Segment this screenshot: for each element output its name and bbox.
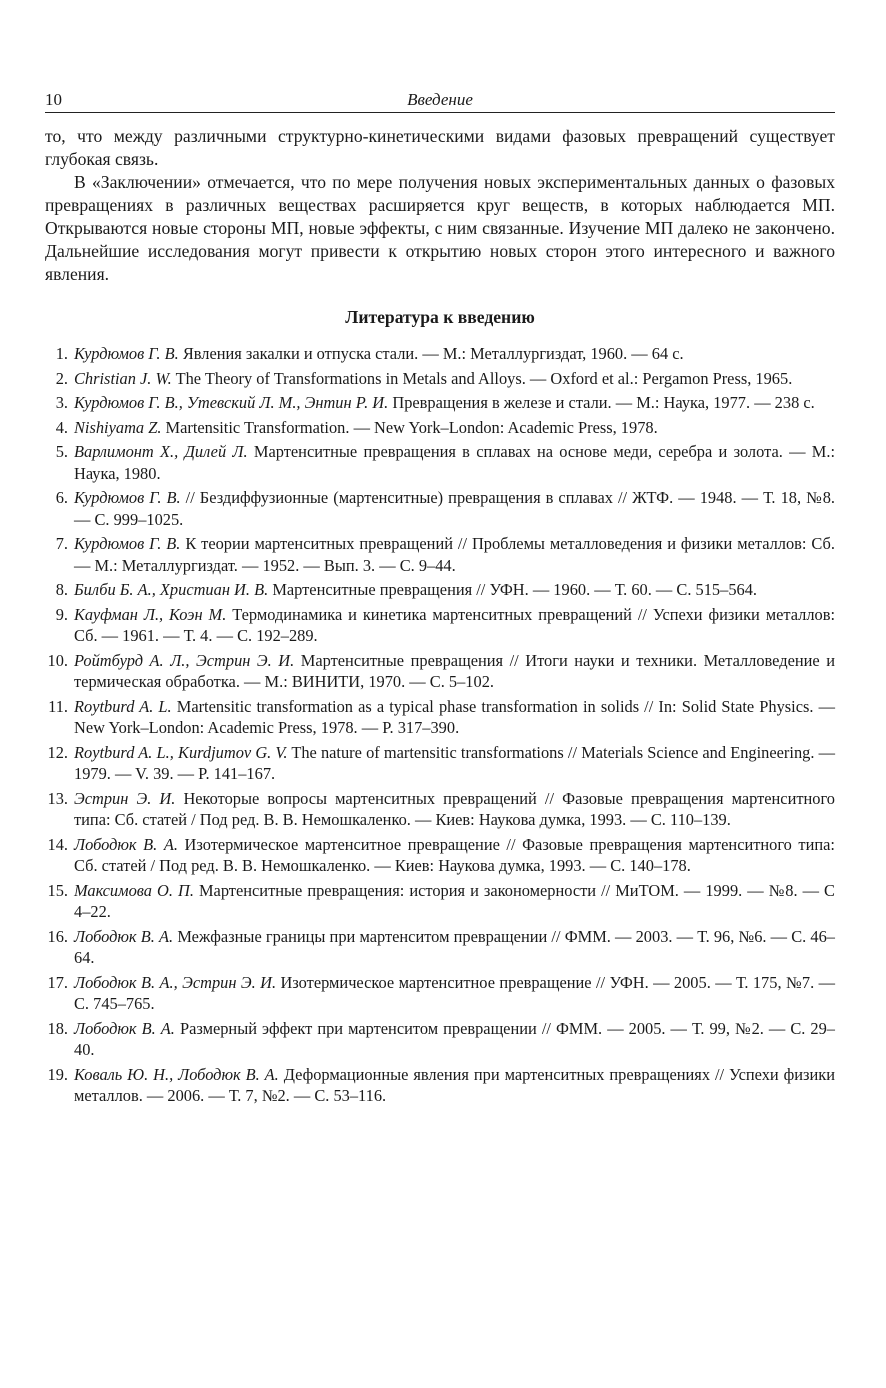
reference-authors: Максимова О. П. (74, 880, 194, 900)
reference-text: The Theory of Transformations in Metals and Alloys. — Oxford et al.: Pergamon Press, 1965. (175, 368, 793, 388)
reference-item (45, 1018, 835, 1061)
reference-item (45, 788, 835, 831)
reference-authors: Лободюк В. А., Эстрин Э. И. (74, 972, 277, 992)
reference-item (45, 441, 835, 484)
reference-number: 16. (47, 926, 68, 946)
reference-text: К теории мартенситных превращений // Проблемы металловедения и физики металлов: Сб. — М.: Металлургиздат. — 1952. — Вып. 3. — С. 9–44. (74, 534, 835, 575)
reference-text: Martensitic Transformation. — New York–London: Academic Press, 1978. (165, 417, 658, 437)
reference-item (45, 880, 835, 923)
reference-authors: Roytburd A. L., Kurdjumov G. V. (74, 742, 288, 762)
reference-authors: Лободюк В. А. (74, 1018, 175, 1038)
reference-text: Изотермическое мартенситное превращение // Фазовые превращения мартенситного типа: Сб. статей / Под ред. В. В. Немошкаленко. — Киев: Наукова думка, 1993. — С. 140–178. (74, 834, 835, 875)
reference-authors: Christian J. W. (74, 368, 172, 388)
reference-number: 19. (47, 1064, 68, 1084)
reference-authors: Варлимонт Х., Дилей Л. (74, 442, 248, 461)
reference-text: Превращения в железе и стали. — М.: Наука, 1977. — 238 с. (392, 393, 815, 412)
reference-text: Мартенситные превращения // УФН. — 1960. — Т. 60. — С. 515–564. (272, 580, 758, 599)
reference-authors: Кауфман Л., Коэн М. (74, 604, 227, 624)
running-title: Введение (407, 90, 473, 109)
reference-number: 8. (55, 580, 68, 599)
reference-item (45, 487, 835, 530)
reference-number: 7. (55, 534, 68, 553)
book-page (45, 88, 835, 1110)
reference-number: 12. (47, 742, 68, 762)
reference-number: 13. (47, 788, 68, 808)
reference-item (45, 926, 835, 969)
reference-item (45, 604, 835, 647)
reference-list (45, 343, 835, 1107)
reference-item (45, 742, 835, 785)
reference-text: Некоторые вопросы мартенситных превращений // Фазовые превращения мартенситного типа: Сб. статей / Под ред. В. В. Немошкаленко. — Киев: Наукова думка, 1993. — С. 110–139. (74, 788, 835, 829)
reference-authors: Лободюк В. А. (74, 834, 178, 854)
page-header (45, 88, 835, 113)
reference-text: Martensitic transformation as a typical phase transformation in solids // In: Solid State Physics. — New York–London: Academic Press, 1978. — P. 317–390. (74, 696, 835, 737)
reference-number: 11. (48, 696, 68, 716)
reference-text: The nature of martensitic transformations // Materials Science and Engineering. — 1979. — V. 39. — P. 141–167. (74, 742, 835, 783)
section-title: Литература к введению (345, 307, 535, 327)
reference-number: 1. (55, 344, 68, 363)
reference-text: Явления закалки и отпуска стали. — М.: Металлургиздат, 1960. — 64 с. (182, 344, 684, 363)
reference-number: 18. (47, 1018, 68, 1038)
reference-number: 14. (47, 834, 68, 854)
reference-number: 6. (55, 488, 68, 507)
reference-authors: Лободюк В. А. (74, 926, 174, 946)
intro-text (45, 125, 835, 286)
reference-authors: Курдюмов Г. В. (74, 344, 179, 363)
intro-paragraph: то, что между различными структурно-кинетическими видами фазовых превращений существует глубокая связь. (45, 126, 835, 169)
reference-item (45, 834, 835, 877)
reference-number: 3. (55, 393, 68, 412)
page-number: 10 (45, 90, 62, 109)
reference-item (45, 392, 835, 414)
reference-text: Деформационные явления при мартенситных превращениях // Успехи физики металлов. — 2006. — Т. 7, №2. — С. 53–116. (74, 1064, 835, 1105)
reference-item (45, 696, 835, 739)
reference-item (45, 972, 835, 1015)
reference-authors: Курдюмов Г. В., Утевский Л. М., Энтин Р. И. (74, 393, 389, 412)
reference-authors: Коваль Ю. Н., Лободюк В. А. (74, 1064, 279, 1084)
reference-item (45, 533, 835, 576)
reference-item (45, 650, 835, 693)
reference-number: 17. (47, 972, 68, 992)
reference-number: 4. (55, 417, 68, 437)
reference-authors: Эстрин Э. И. (74, 788, 176, 808)
intro-paragraph: В «Заключении» отмечается, что по мере получения новых экспериментальных данных о фазовых превращениях в различных веществах расширяется круг веществ, в которых наблюдается МП. Открываются новые стороны МП, новые эффекты, с ним связанные. Изучение МП далеко не закончено. Дальнейшие исследования могут привести к открытию новых сторон этого интересного и важного явления. (45, 172, 835, 284)
reference-number: 5. (55, 442, 68, 461)
reference-text: // Бездиффузионные (мартенситные) превращения в сплавах // ЖТФ. — 1948. — Т. 18, №8. — С. 999–1025. (74, 488, 835, 529)
reference-authors: Курдюмов Г. В. (74, 488, 181, 507)
reference-item (45, 368, 835, 390)
reference-authors: Курдюмов Г. В. (74, 534, 181, 553)
reference-text: Мартенситные превращения // Итоги науки и техники. Металловедение и термическая обработка. — М.: ВИНИТИ, 1970. — С. 5–102. (74, 650, 835, 691)
reference-number: 2. (55, 368, 68, 388)
reference-text: Мартенситные превращения в сплавах на основе меди, серебра и золота. — М.: Наука, 1980. (74, 442, 835, 483)
reference-item (45, 1064, 835, 1107)
reference-number: 10. (47, 650, 68, 670)
reference-text: Межфазные границы при мартенситом превращении // ФММ. — 2003. — Т. 96, №6. — С. 46–64. (74, 926, 835, 967)
reference-item (45, 343, 835, 365)
reference-number: 9. (55, 604, 68, 624)
reference-number: 15. (47, 880, 68, 900)
reference-text: Размерный эффект при мартенситом превращении // ФММ. — 2005. — Т. 99, №2. — С. 29–40. (74, 1018, 835, 1059)
reference-authors: Билби Б. А., Христиан И. В. (74, 580, 269, 599)
reference-item (45, 579, 835, 601)
reference-authors: Ройтбурд А. Л., Эстрин Э. И. (74, 650, 295, 670)
reference-text: Изотермическое мартенситное превращение // УФН. — 2005. — Т. 175, №7. — С. 745–765. (74, 972, 835, 1013)
reference-text: Термодинамика и кинетика мартенситных превращений // Успехи физики металлов: Сб. — 1961. — Т. 4. — С. 192–289. (74, 604, 836, 645)
reference-item (45, 417, 835, 439)
reference-text: Мартенситные превращения: история и закономерности // МиТОМ. — 1999. — №8. — С 4–22. (74, 880, 835, 921)
reference-authors: Nishiyama Z. (74, 417, 162, 437)
reference-authors: Roytburd A. L. (74, 696, 172, 716)
